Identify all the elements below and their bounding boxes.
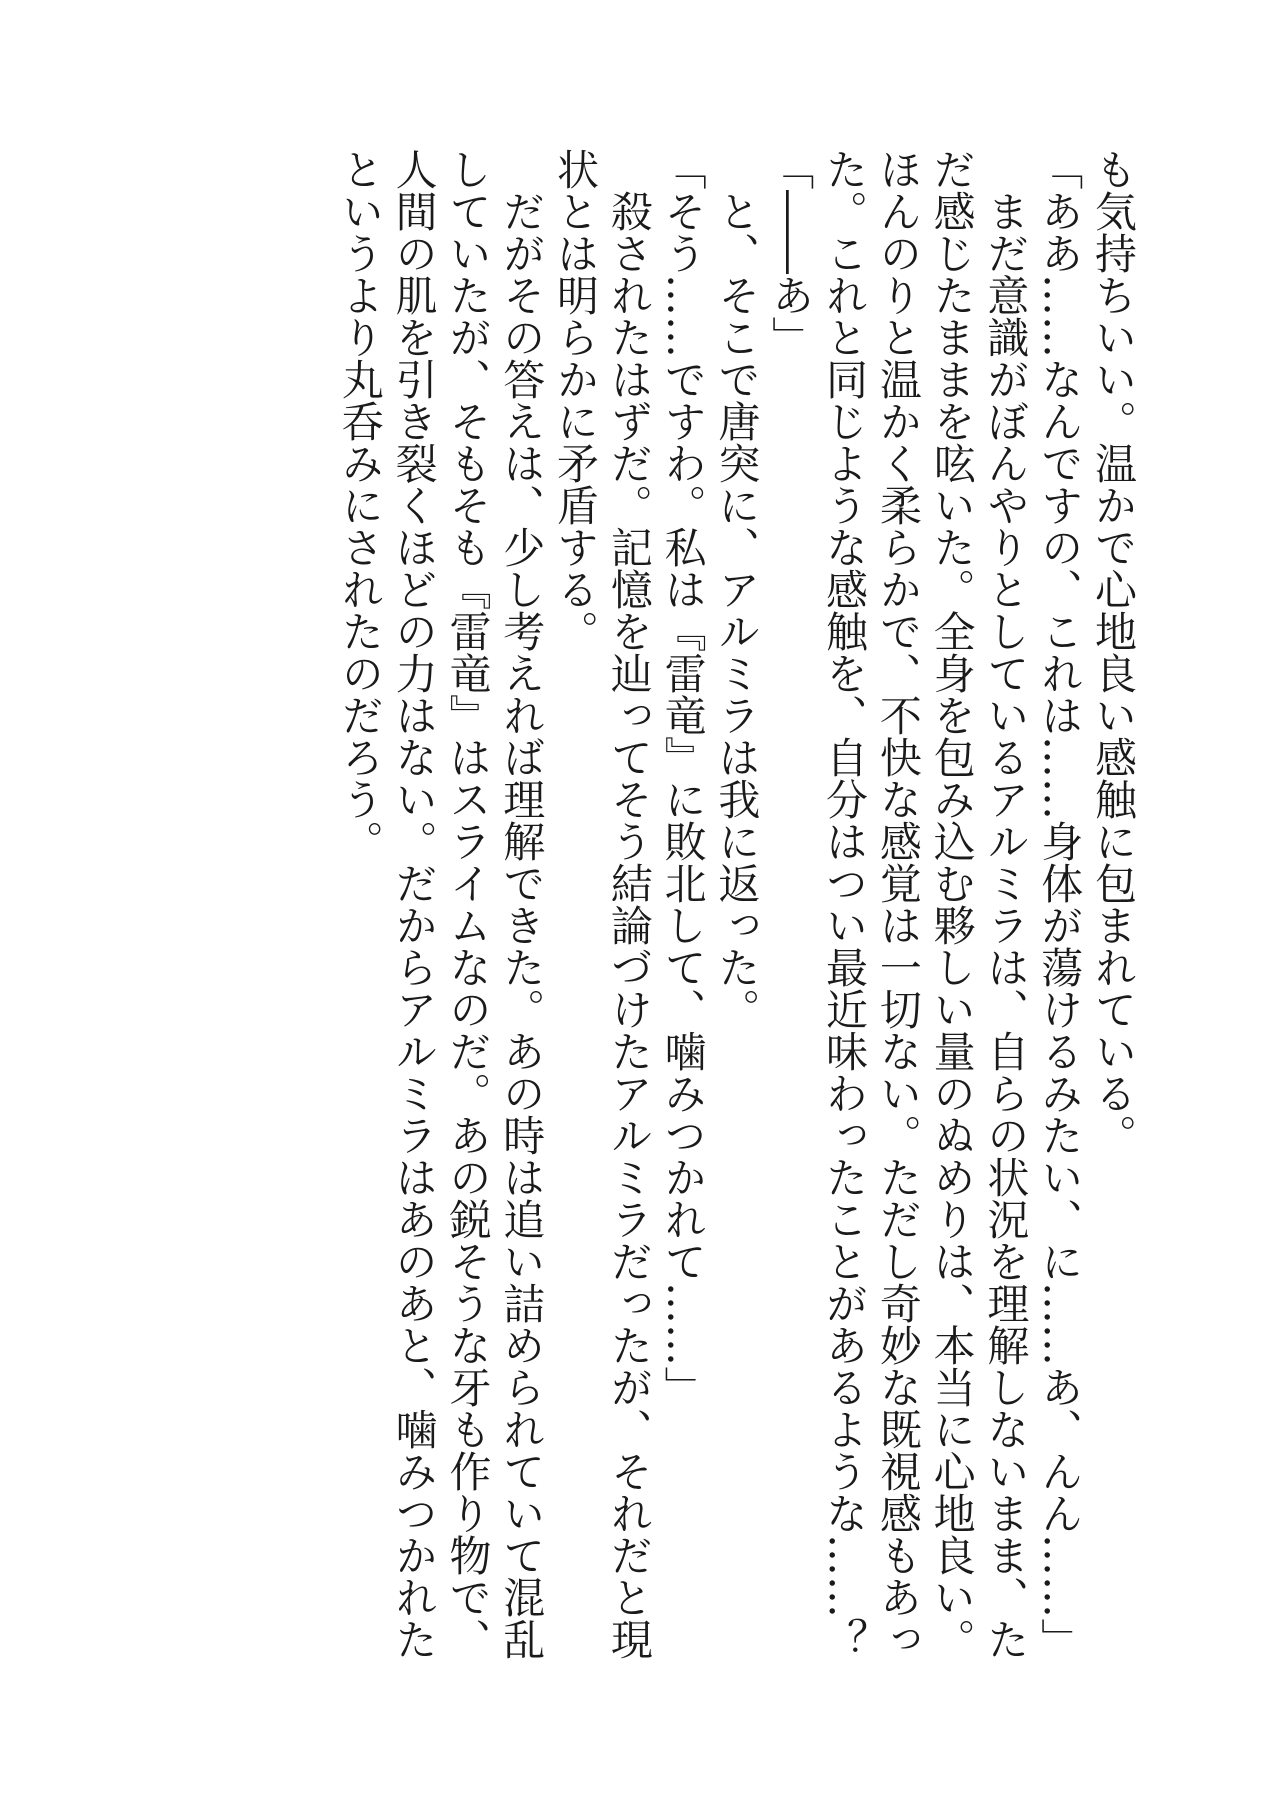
text-line: 人間の肌を引き裂くほどの力はない。だからアルミラはあのあと、噛みつかれた xyxy=(389,148,439,1660)
text-line: と、そこで唐突に、アルミラは我に返った。 xyxy=(712,148,762,1030)
text-line: まだ意識がぼんやりとしているアルミラは、自らの状況を理解しないまま、た xyxy=(981,148,1031,1660)
vertical-text-body xyxy=(333,148,1140,1718)
text-line: だがその答えは、少し考えれば理解できた。あの時は追い詰められていて混乱 xyxy=(497,148,547,1660)
text-line: 殺されたはずだ。記憶を辿ってそう結論づけたアルミラだったが、それだと現 xyxy=(604,148,654,1660)
text-line: だ感じたままを呟いた。全身を包み込む夥しい量のぬめりは、本当に心地良い。 xyxy=(927,148,977,1660)
text-line: 「ああ……なんですの、これは……身体が蕩けるみたい、に……あ、んん……」 xyxy=(1035,148,1085,1660)
text-line: していたが、そもそも『雷竜』はスライムなのだ。あの鋭そうな牙も作り物で、 xyxy=(443,148,493,1660)
text-line: ほんのりと温かく柔らかで、不快な感覚は一切ない。ただし奇妙な既視感もあっ xyxy=(873,148,923,1660)
text-line: も気持ちいい。温かで心地良い感触に包まれている。 xyxy=(1089,148,1138,1156)
text-line: 状とは明らかに矛盾する。 xyxy=(551,148,601,652)
text-line: た。これと同じような感触を、自分はつい最近味わったことがあるような……？ xyxy=(820,148,870,1660)
text-line: 「――あ」 xyxy=(766,148,816,358)
text-line: 「そう……ですわ。私は『雷竜』に敗北して、噛みつかれて……」 xyxy=(658,148,708,1408)
text-line: というより丸呑みにされたのだろう。 xyxy=(335,148,385,862)
